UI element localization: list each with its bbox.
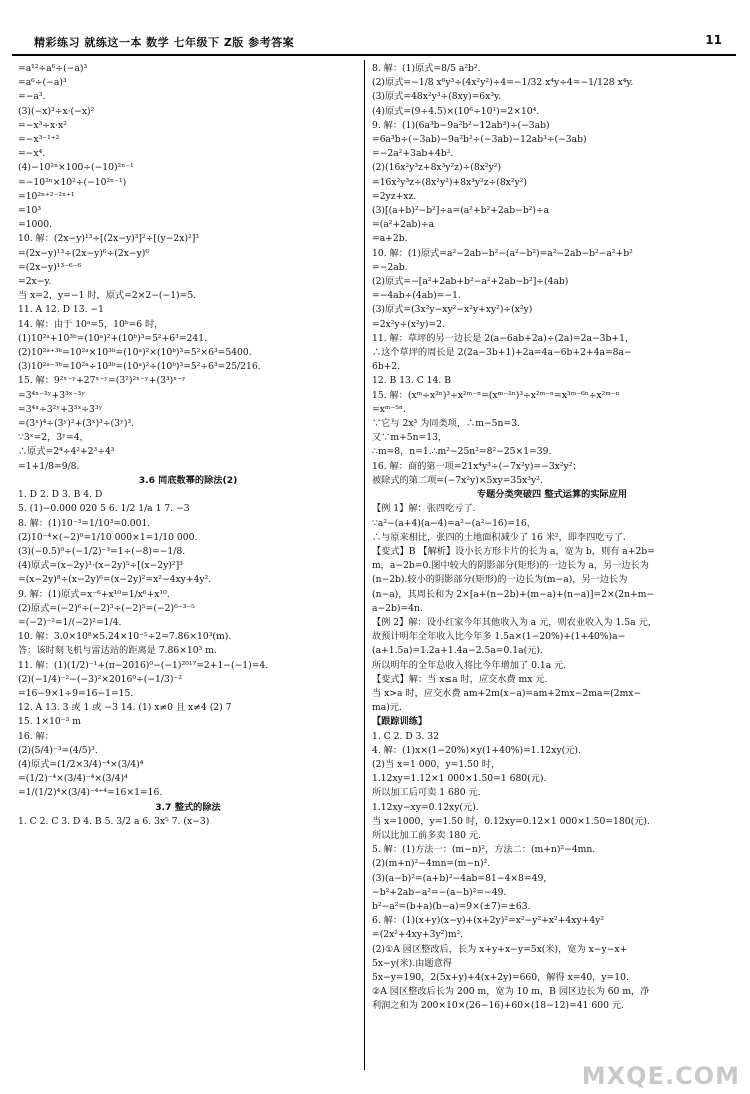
answer-line: (2)(−1/4)⁻²−(−3)²×2016⁰÷(−1/3)⁻² [18,673,182,685]
answer-line: 1. C 2. C 3. D 4. B 5. 3/2 a 6. 3x⁵ 7. (x−3) [18,815,210,827]
answer-line: 当 x>a 时，应交水费 am+2m(x−a)=am+2mx−2ma=(2mx− [372,687,642,699]
answer-line: =−2a²+3ab+4b². [372,148,454,160]
answer-line: =a⁶÷(−a)³ [18,77,67,89]
answer-line: =(3ˣ)⁴÷(3ʸ)²+(3ˣ)³÷(3ʸ)³. [18,418,135,430]
answer-line: =2x−y. [18,276,52,288]
answer-line: b²−a²=(b+a)(b−a)=9×(±7)=±63. [372,900,531,912]
answer-line: =3⁴ˣ⁻²ʸ+3³ˣ⁻³ʸ [18,389,86,401]
answer-line: 15. 解：(xᵐ÷x²ⁿ)³÷x²ᵐ⁻ⁿ=(xᵐ⁻²ⁿ)³÷x²ᵐ⁻ⁿ=x³ᵐ⁻⁶ⁿ÷x²ᵐ⁻ⁿ [372,389,620,401]
answer-line: (2)10²ᵃ⁺³ᵇ=10²ᵃ×10³ᵇ=(10ᵃ)²×(10ᵇ)³=5²×6³=5400. [18,347,252,359]
answer-line: ∴m=8，n=1.∴m²−25n²=8²−25×1=39. [372,446,552,458]
answer-line: =6a³b÷(−3ab)−9a²b²÷(−3ab)−12ab³÷(−3ab) [372,134,587,146]
answer-line: =10²ⁿ⁺²⁻²ⁿ⁺¹ [18,190,75,202]
answer-line: 5. (1)−0.000 020 5 6. 1/2 1/a 1 7. −3 [18,503,190,515]
page-header [12,32,736,56]
answer-line: =xᵐ⁻⁵ⁿ. [372,403,406,415]
answer-line: 4. 解：(1)x×(1−20%)×y(1+40%)=1.12xy(元). [372,744,581,756]
answer-line: =16x²y³z÷(8x²y²)+8x³y²z÷(8x²y²) [372,176,527,188]
answer-line: (3)原式=(3x²y−xy²−x²y+xy²)÷(x²y) [372,304,533,316]
answer-line: 6. 解：(1)(x+y)(x−y)+(x+2y)²=x²−y²+x²+4xy+4y² [372,915,605,927]
answer-line: 利润之和为 200×10×(26−16)+60×(18−12)=41 600 元. [372,1000,624,1012]
answer-line: (2)(16x²y³z+8x³y²z)÷(8x²y²) [372,162,502,174]
right-column [372,62,732,1014]
answer-line: =(2x−y)¹³⁻⁶⁻⁶ [18,261,82,273]
answer-line: (1)10²ᵃ+10³ᵇ=(10ᵃ)²+(10ᵇ)³=5²+6³=241. [18,332,207,344]
answer-line: m，a−2b=0.图中较大的阴影部分(矩形)的一边长为 a，另一边长为 [372,560,649,572]
answer-line: =10³ [18,205,42,217]
answer-line: (n−2b).较小的阴影部分(矩形)的一边长为(m−a)，另一边长为 [372,574,628,586]
section-heading: 3.7 整式的除法 [155,801,221,813]
answer-line: (2)(5/4)⁻³=(4/5)³. [18,744,98,756]
answer-line: ∴与原来相比，张四的土地面积减少了 16 米²，即李四吃亏了. [372,531,626,543]
answer-line: ∴这个草坪的周长是 2(2a−3b+1)+2a=4a−6b+2+4a=8a− [372,347,632,359]
answer-line: =−10²ⁿ×10²÷(−10²ⁿ⁻¹) [18,176,127,188]
answer-line: 16. 解：商的第一项=21x⁴y³÷(−7x²y)=−3x²y²； [372,460,582,472]
answer-line: 【例 2】解：设小红家今年其他收入为 a 元，则农业收入为 1.5a 元， [372,616,657,628]
answer-line: 又∵m+5n=13， [372,432,448,444]
answer-line: (3)(−x)³÷x·(−x)² [18,105,95,117]
answer-line: 当 x=1000，y=1.50 时，0.12xy=0.12×1 000×1.50=180(元). [372,815,650,827]
answer-line: 【跟踪训练】 [372,716,428,728]
answer-line: 5x−y(米).由题意得 [372,957,452,969]
section-heading: 3.6 同底数幂的除法(2) [138,474,238,486]
column-divider [364,60,365,1070]
answer-line: 【变式】解：当 x≤a 时，应交水费 mx 元. [372,673,548,685]
answer-line: =−2ab. [372,261,408,273]
answer-line: 16. 解： [18,730,54,742]
answer-line: 8. 解：(1)10⁻³=1/10³=0.001. [18,517,151,529]
answer-line: 12. A 13. 3 或 1 或 −3 14. (1) x≠0 且 x≠4 (2) 7 [18,702,232,714]
answer-line: =−4ab÷(4ab)=−1. [372,290,461,302]
answer-line: =a¹²÷a⁶÷(−a)³ [18,63,88,74]
answer-line: 故预计明年全年收入比今年多 1.5a×(1−20%)+(1+40%)a− [372,631,626,643]
answer-line: =(2x−y)¹³÷(2x−y)⁶÷(2x−y)⁶ [18,247,150,259]
answer-line: 9. 解：(1)(6a³b−9a²b²−12ab³)÷(−3ab) [372,119,550,131]
answer-line: (3)原式=48x²y³÷(8xy)=6x³y. [372,91,501,103]
answer-line: 15. 解：9²ˣ⁻ʸ+27ˣ⁻ʸ=(3²)²ˣ⁻ʸ+(3³)ˣ⁻ʸ [18,375,186,387]
answer-line: ∵它与 2x³ 为同类项，∴m−5n=3. [372,418,520,430]
answer-line: =(2x²+4xy+3y²)m². [372,929,464,941]
answer-line: (a+1.5a)=1.2a+1.4a−2.5a=0.1a(元). [372,645,543,657]
answer-line: =−x⁴. [18,148,46,160]
answer-line: 【变式】B 【解析】设小长方形卡片的长为 a，宽为 b，则有 a+2b= [372,545,655,557]
answer-line: (2)原式=−1/8 x⁶y³÷(4x²y²)÷4=−1/32 x⁴y÷4=−1/128 x⁴y. [372,77,634,89]
answer-line: 1.12xy=1.12×1 000×1.50=1 680(元). [372,773,547,785]
answer-line: =−a³. [18,91,46,103]
answer-line: (3)(a−b)²=(a+b)²−4ab=81−4×8=49， [372,872,553,884]
answer-line: 11. A 12. D 13. −1 [18,304,104,316]
answer-line: 11. 解：(1)(1/2)⁻¹+(π−2016)⁰−(−1)²⁰¹⁷=2+1−(−1)=4. [18,659,269,671]
answer-line: =(a²+2ab)÷a [372,219,435,231]
answer-line: 当 x=2，y=−1 时，原式=2×2−(−1)=5. [18,290,197,302]
answer-line: 被除式的第二项=(−7x²y)×5xy=35x³y². [372,474,543,486]
answer-line: =2x²y÷(x²y)=2. [372,318,445,330]
answer-line: (3)10²ᵃ⁻³ᵇ=10²ᵃ÷10³ᵇ=(10ᵃ)²÷(10ᵇ)³=5²÷6³=25/216. [18,361,261,373]
answer-line: 11. 解：草坪的另一边长是 2(a−6ab+2a)÷(2a)=2a−3b+1， [372,332,635,344]
answer-line: (2)①A 园区整改后，长为 x+y+x−y=5x(米)，宽为 x−y−x+ [372,943,628,955]
watermark-logo: MXQE.COM [581,1062,740,1090]
answer-line: ma)元. [372,702,402,714]
answer-line: 12. B 13. C 14. B [372,375,451,387]
answer-line: 所以加工后可卖 1 680 元. [372,787,481,799]
answer-line: (2)(m+n)²−4mn=(m−n)². [372,858,491,870]
answer-line: 所以比加工前多卖 180 元. [372,829,481,841]
page-number: 11 [705,33,722,47]
answer-line: =16−9×1÷9=16−1=15. [18,687,134,699]
answer-line: 14. 解：由于 10ᵃ=5，10ᵇ=6 时， [18,318,164,330]
answer-line: =(x−2y)⁸÷(x−2y)⁶=(x−2y)²=x²−4xy+4y². [18,574,212,586]
answer-line: 6b+2. [372,361,401,373]
answer-line: (4)原式=(9÷4.5)×(10⁶÷10¹)=2×10⁴. [372,105,540,117]
answer-line: =2yz+xz. [372,190,417,202]
answer-line: (4)−10²ⁿ×100÷(−10)²ⁿ⁻¹ [18,162,134,174]
answer-line: (n−a)，其周长和为 2×[a+(n−2b)+(m−a)+(n−a)]=2×(2n+m− [372,588,655,600]
answer-line: ∵a²−(a+4)(a−4)=a²−(a²−16)=16， [372,517,536,529]
answer-line: ∴原式=2⁴÷4²+2³÷4³ [18,446,115,458]
answer-line: (4)原式=(1/2×3/4)⁻⁴×(3/4)⁴ [18,758,144,770]
answer-line: =(1/2)⁻⁴×(3/4)⁻⁴×(3/4)⁴ [18,773,128,785]
answer-line: (2)原式=−[a²+2ab+b²−a²+2ab−b²]÷(4ab) [372,276,569,288]
answer-line: 15. 1×10⁻³ m [18,716,81,728]
answer-line: 10. 解：(2x−y)¹³÷[(2x−y)³]²÷[(y−2x)²]³ [18,233,199,245]
answer-line: 1. C 2. D 3. 32 [372,730,439,742]
header-title: 精彩练习 就练这一本 数学 七年级下 Z版 参考答案 [34,36,295,49]
answer-line: (4)原式=(x−2y)³·(x−2y)⁵÷[(x−2y)²]³ [18,560,183,572]
answer-line: 1. D 2. D 3. B 4. D [18,489,103,501]
answer-line: =−x³⁻¹⁺² [18,134,60,146]
answer-line: 答：该时刻飞机与雷达站的距离是 7.86×10³ m. [18,645,217,657]
answer-line: (2)原式=(−2)⁶÷(−2)³÷(−2)⁵=(−2)⁶⁻³⁻⁵ [18,602,195,614]
section-heading: 专题分类突破四 整式运算的实际应用 [476,489,628,501]
answer-line: =(−2)⁻²=1/(−2)²=1/4. [18,616,122,628]
answer-line: 10. 解：3.0×10⁸×5.24×10⁻⁵÷2=7.86×10³(m). [18,631,232,643]
answer-line: (3)[(a+b)²−b²]÷a=(a²+b²+2ab−b²)÷a [372,205,550,217]
answer-line: −b²+2ab−a²=−(a−b)²=−49. [372,886,507,898]
answer-line: a−2b)=4n. [372,602,423,614]
answer-line: (3)(−0.5)⁰÷(−1/2)⁻³=1÷(−8)=−1/8. [18,545,186,557]
answer-line: 10. 解：(1)原式=a²−2ab−b²−(a²−b²)=a²−2ab−b²−a²+b² [372,247,633,259]
answer-line: 9. 解：(1)原式=x⁻⁶+x¹⁰=1/x⁶+x¹⁰. [18,588,170,600]
answer-line: ②A 园区整改后长为 200 m，宽为 10 m，B 园区边长为 60 m，净 [372,986,650,998]
answer-line: 1.12xy−xy=0.12xy(元). [372,801,479,813]
answer-line: (2)当 x=1 000，y=1.50 时， [372,758,501,770]
answer-line: (2)10⁻⁴×(−2)⁰=1/10 000×1=1/10 000. [18,531,198,543]
answer-line: 【例 1】解：张四吃亏了. [372,503,476,515]
answer-line: 所以明年的全年总收入将比今年增加了 0.1a 元. [372,659,567,671]
answer-line: ∵3ˣ=2，3ʸ=4， [18,432,89,444]
answer-line: =1/(1/2)⁴×(3/4)⁻⁴⁺⁴=16×1=16. [18,787,163,799]
answer-line: 8. 解：(1)原式=8/5 a²b². [372,63,481,74]
answer-line: =1+1/8=9/8. [18,460,80,472]
answer-line: =1000. [18,219,53,231]
answer-line: =−x³÷x·x² [18,119,67,131]
left-column [18,62,358,829]
answer-line: =3⁴ˣ÷3²ʸ+3³ˣ÷3³ʸ [18,403,103,415]
answer-line: 5. 解：(1)方法一：(m−n)²，方法二：(m+n)²−4mn. [372,844,596,856]
answer-line: 5x−y=190，2(5x+y)+4(x+2y)=660，解得 x=40，y=10. [372,972,629,983]
answer-line: =a+2b. [372,233,408,245]
